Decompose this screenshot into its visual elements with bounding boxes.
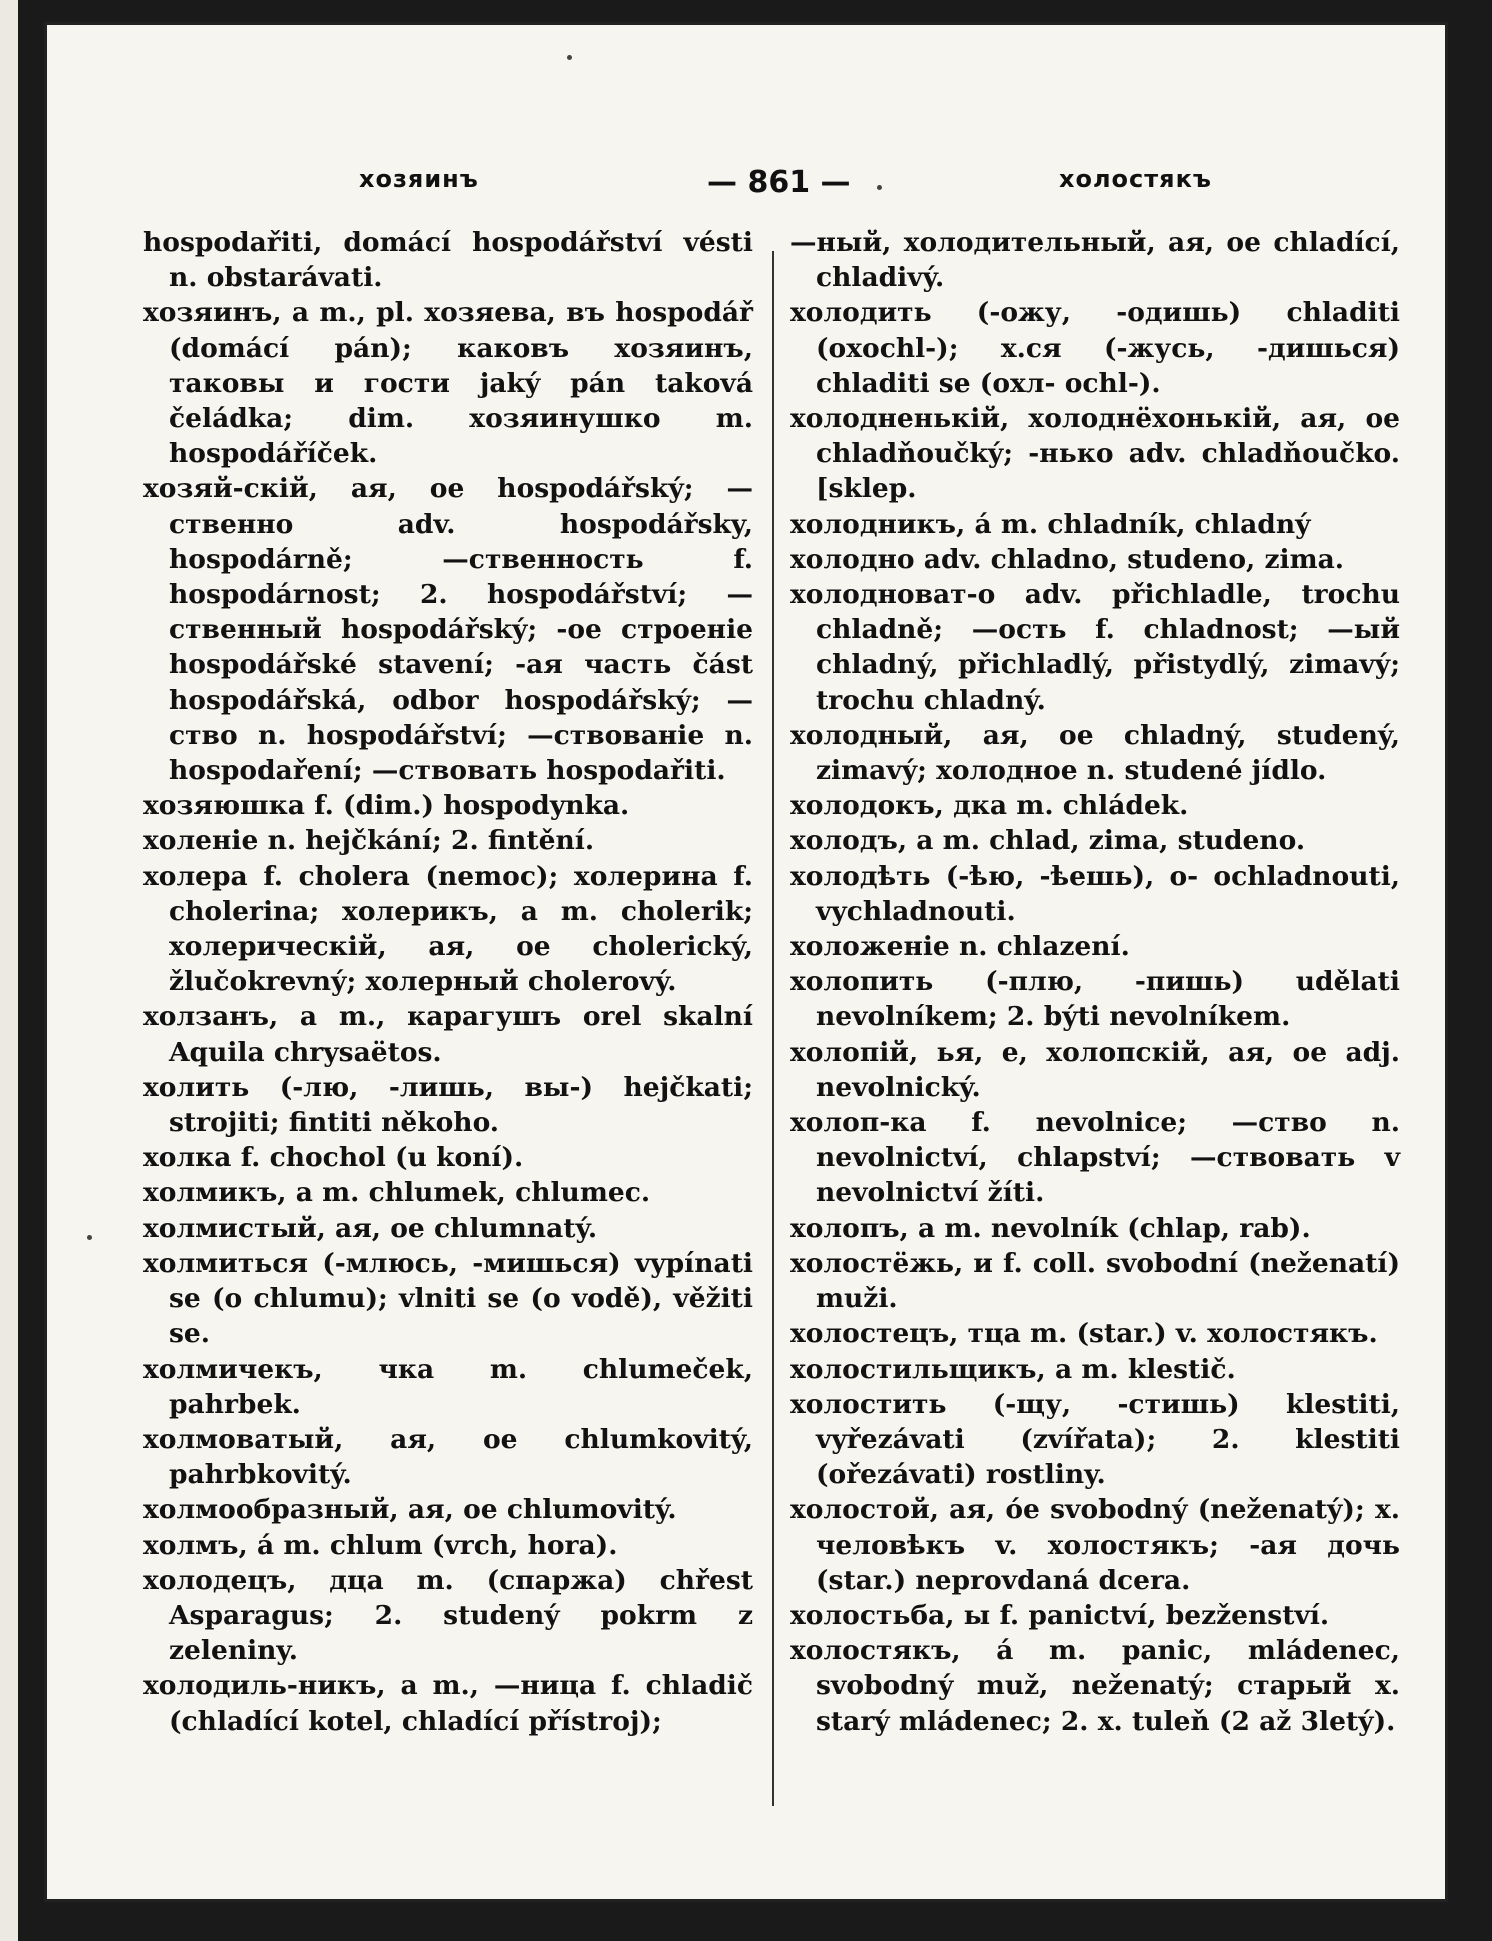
entry: холодненькій, холоднёхонькій, ая, ое chladňoučký; -нько adv. chladňoučko. [sklep. (790, 403, 1400, 505)
entry: холоженіе n. chlazení. (790, 931, 1130, 963)
entry: холзанъ, a m., карагушъ orel skalní Aquila chrysaëtos. (143, 1001, 753, 1068)
entry: холодѣть (-ѣю, -ѣешь), о- ochladnouti, vychladnouti. (790, 860, 1400, 927)
print-speck (87, 1235, 92, 1240)
entry: hospodařiti, domácí hospodářství vésti n. obstarávati. (143, 227, 753, 294)
header-right-guideword: холостякъ (1059, 165, 1212, 193)
entry: холостильщикъ, a m. klestič. (790, 1353, 1236, 1385)
entry: холодецъ, дца m. (спаржа) chřest Asparagus; 2. studený pokrm z zeleniny. (143, 1564, 753, 1667)
entry: холмиться (-млюсь, -мишься) vypínati se (o chlumu); vlniti se (o vodě), věžiti se. (143, 1247, 753, 1350)
entry: холодить (-ожу, -одишь) chladiti (oxochl-); х.ся (-жусь, -дишься) chladiti se (охл- ochl-). (790, 297, 1400, 399)
entry: холмистый, ая, ое chlumnatý. (143, 1212, 598, 1244)
entry: холить (-лю, -лишь, вы-) hejčkati; strojiti; fintiti někoho. (143, 1071, 753, 1139)
entry: холостой, ая, óe svobodný (neženatý); х. человѣкъ v. холостякъ; -ая дочь (star.) neprovdaná dcera. (790, 1494, 1400, 1596)
page-number: — 861 — (707, 165, 851, 200)
entry: холмообразный, ая, ое chlumovitý. (143, 1494, 677, 1526)
dictionary-page (44, 22, 1448, 1902)
entry: холмикъ, a m. chlumek, chlumec. (143, 1177, 651, 1209)
left-column (143, 225, 753, 1739)
entry: хозяинъ, a m., pl. хозяева, въ hospodář (domácí pán); каковъ хозяинъ, таковы и гости jaký pán taková čeládka; dim. хозяинушко m. hospodáříček. (143, 297, 753, 470)
entry: холодникъ, á m. chladník, chladný (790, 508, 1311, 540)
entry: холера f. cholera (nemoc); холерина f. cholerina; холерикъ, a m. cholerik; холерическій, ая, ое cholerický, žlučokrevný; холерный cholerový. (143, 860, 753, 998)
left-page-edge (0, 0, 18, 1941)
entry: холмичекъ, чка m. chlumeček, pahrbek. (143, 1353, 753, 1420)
running-header (47, 165, 1445, 205)
entry: холостьба, ы f. panictví, bezženství. (790, 1599, 1330, 1631)
entry: холопій, ья, е, холопскій, ая, ое adj. nevolnický. (790, 1036, 1400, 1103)
entry: холостецъ, тца m. (star.) v. холостякъ. (790, 1318, 1378, 1350)
entry: холопъ, a m. nevolník (chlap, rab). (790, 1212, 1311, 1244)
entry: холодноват-о adv. přichladle, trochu chladně; —ость f. chladnost; —ый chladný, přichladlý, přistydlý, zimavý; trochu chladný. (790, 579, 1400, 716)
entry: хозяюшка f. (dim.) hospodynka. (143, 790, 630, 822)
entry: холеніе n. hejčkání; 2. fintění. (143, 825, 595, 857)
print-speck (567, 55, 572, 60)
entry: холодъ, a m. chlad, zima, studeno. (790, 825, 1306, 857)
entry: холодно adv. chladno, studeno, zima. (790, 543, 1345, 575)
entry: холопить (-плю, -пишь) udělati nevolníkem; 2. býti nevolníkem. (790, 966, 1400, 1033)
entry: холостёжь, и f. coll. svobodní (neženatí) muži. (790, 1247, 1400, 1315)
entry: холодный, ая, ое chladný, studený, zimavý; холодное n. studené jídlo. (790, 719, 1400, 787)
right-column (790, 225, 1400, 1739)
entry: холмоватый, ая, ое chlumkovitý, pahrbkovitý. (143, 1423, 753, 1491)
entry: холостить (-щу, -стишь) klestiti, vyřezávati (zvířata); 2. klestiti (ořezávati) rostliny. (790, 1388, 1400, 1491)
entry: холостякъ, á m. panic, mládenec, svobodný muž, neženatý; старый х. starý mládenec; 2. х. tuleň (2 až 3letý). (790, 1635, 1400, 1737)
entry: холмъ, á m. chlum (vrch, hora). (143, 1529, 618, 1561)
entry: хозяй-скій, ая, ое hospodářský; —ственно adv. hospodářsky, hospodárně; —ственность f. hospodárnost; 2. hospodářství; —ственный hospodářský; -ое строеніе hospodářské stavení; -ая часть část hospodářská, odbor hospodářský; —ство n. hospodářství; —ствованіе n. hospodaření; —ствовать hospodařiti. (143, 473, 753, 787)
entry: холка f. chochol (u koní). (143, 1142, 524, 1174)
entry: холодиль-никъ, a m., —ница f. chladič (chladící kotel, chladící přístroj); (143, 1670, 753, 1737)
entry: холодокъ, дка m. chládek. (790, 790, 1189, 822)
header-left-guideword: хозяинъ (359, 165, 479, 193)
entry: —ный, холодительный, ая, ое chladící, chladivý. (790, 227, 1400, 294)
entry: холоп-ка f. nevolnice; —ство n. nevolnictví, chlapství; —ствовать v nevolnictví žíti. (790, 1107, 1400, 1209)
column-divider (772, 251, 774, 1806)
